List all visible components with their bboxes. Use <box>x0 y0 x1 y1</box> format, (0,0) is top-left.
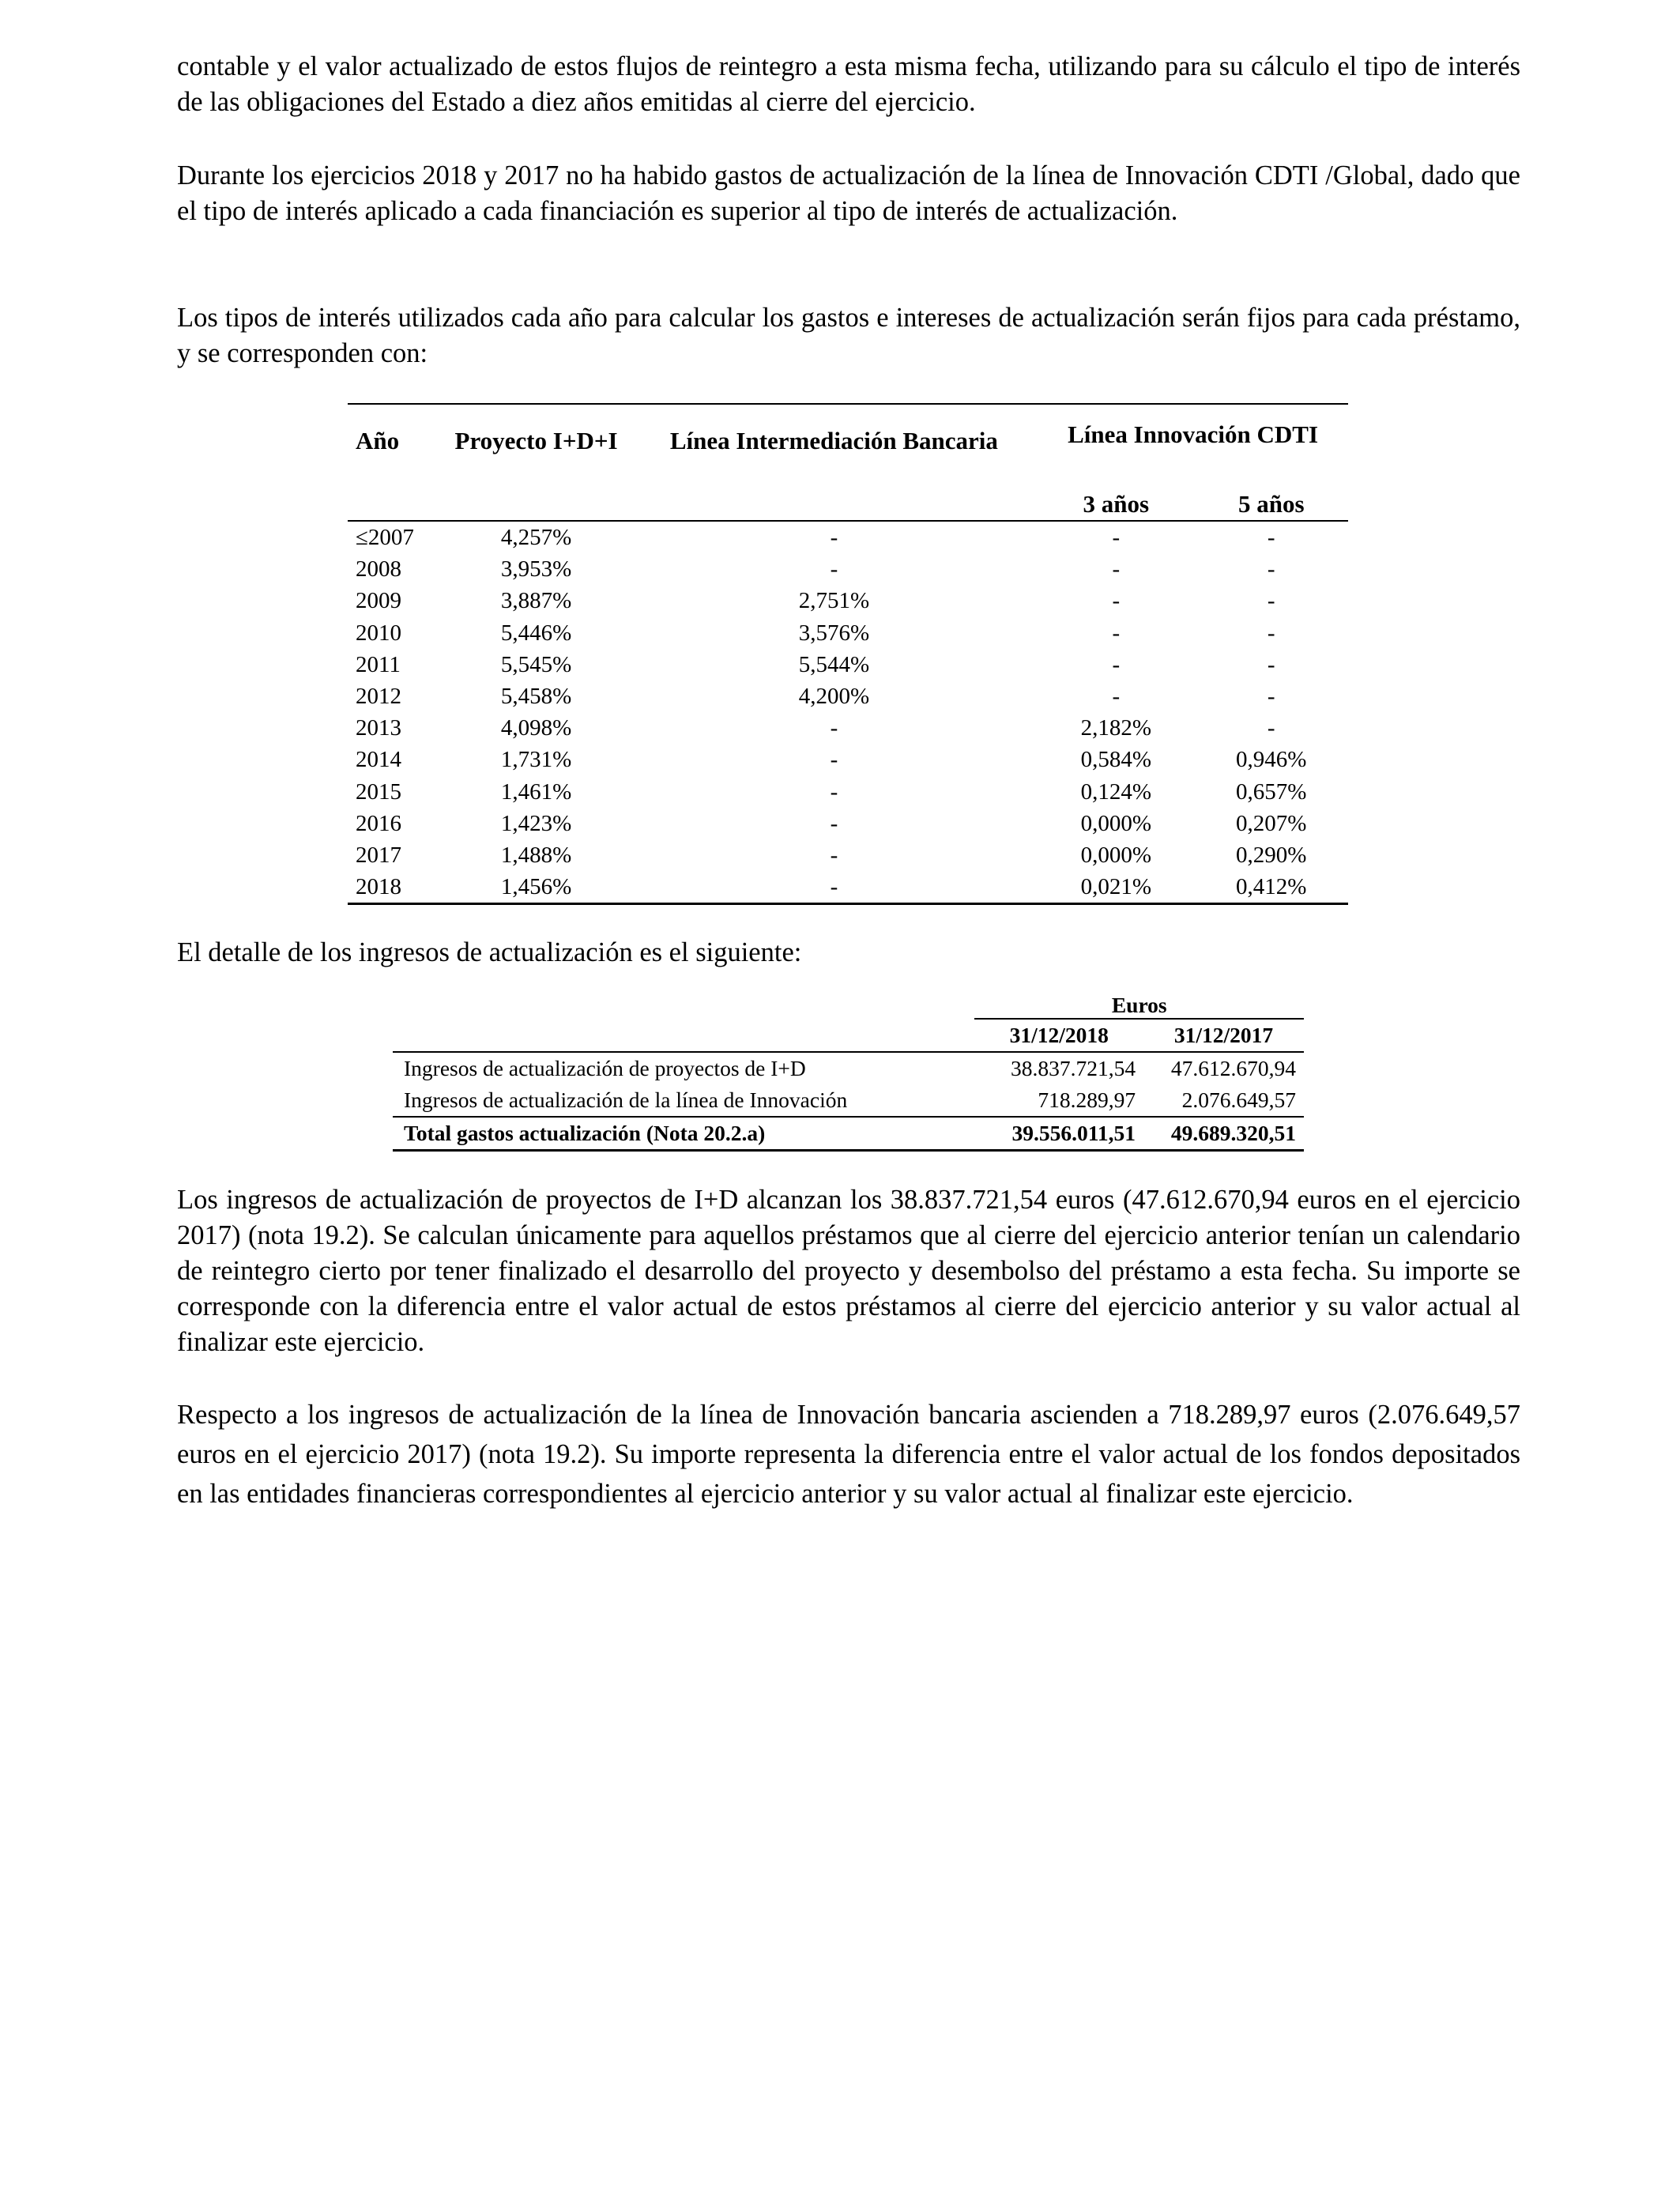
cdti-5y-cell: 0,946% <box>1236 747 1307 773</box>
project-rate-cell: 1,488% <box>500 842 572 868</box>
header-5-years: 5 años <box>1195 477 1349 521</box>
row-label: Ingresos de actualización de la línea de Innovación <box>393 1084 974 1117</box>
total-row <box>393 1117 1304 1151</box>
banking-rate-cell: 5,544% <box>798 651 870 677</box>
year-cell: 2010 <box>356 620 401 646</box>
banking-rate-cell: - <box>830 556 838 582</box>
total-label: Total gastos actualización (Nota 20.2.a) <box>393 1117 974 1151</box>
cdti-3y-cell: 0,021% <box>1038 871 1194 904</box>
paragraph-income-detail: El detalle de los ingresos de actualización es el siguiente: <box>177 937 802 967</box>
paragraph-rd-income: Los ingresos de actualización de proyectos de I+D alcanzan los 38.837.721,54 euros (47.612.670,94 euros en el ejercicio 2017) (nota 19.2). Se calculan únicamente para aquellos préstamos que al cierre del ejercicio anterior tenían un calendario de reintegro cierto por tener finalizado el desarrollo del proyecto y desembolso del préstamo a esta fecha. Su importe se corresponde con la diferencia entre el valor actual de estos préstamos al cierre del ejercicio anterior y su valor actual al finalizar este ejercicio. <box>177 1185 1520 1357</box>
interest-rates-table <box>348 403 1348 905</box>
cdti-5y-cell: - <box>1267 588 1275 614</box>
cdti-5y-cell: - <box>1267 715 1275 741</box>
project-rate-cell: 3,953% <box>500 556 572 582</box>
row-value-2018: 38.837.721,54 <box>1010 1056 1136 1080</box>
rate-row <box>348 871 1348 904</box>
project-rate-cell: 5,446% <box>500 620 572 646</box>
cdti-5y-cell: - <box>1267 525 1275 551</box>
year-cell: 2017 <box>356 842 401 868</box>
year-cell: 2011 <box>356 651 401 677</box>
rate-row <box>348 553 1348 585</box>
rate-row <box>348 617 1348 649</box>
row-label: Ingresos de actualización de proyectos de I+D <box>404 1056 806 1080</box>
year-cell: 2014 <box>356 747 401 773</box>
cdti-3y-cell: 0,000% <box>1080 842 1152 868</box>
cdti-3y-cell: 0,000% <box>1080 810 1152 836</box>
cdti-5y-cell: 0,207% <box>1236 810 1307 836</box>
date-2017-header: 31/12/2017 <box>1143 1019 1304 1052</box>
year-cell: 2013 <box>356 715 401 741</box>
banking-rate-cell: 2,751% <box>798 588 870 614</box>
project-rate-cell: 1,456% <box>442 871 630 904</box>
header-3-years: 3 años <box>1038 477 1194 521</box>
table-row <box>393 1084 1304 1117</box>
project-rate-cell: 4,098% <box>500 715 572 741</box>
cdti-3y-cell: - <box>1112 684 1121 710</box>
rate-row <box>348 712 1348 744</box>
cdti-3y-cell: - <box>1112 651 1121 677</box>
banking-rate-cell: - <box>830 747 838 773</box>
project-rate-cell: 1,461% <box>500 778 572 805</box>
cdti-5y-cell: - <box>1267 684 1275 710</box>
header-banking-line: Línea Intermediación Bancaria <box>669 427 998 454</box>
year-cell: 2008 <box>356 556 401 582</box>
cdti-5y-cell: 0,657% <box>1236 778 1307 805</box>
paragraph-intro: contable y el valor actualizado de estos flujos de reintegro a esta misma fecha, utilizando para su cálculo el tipo de interés de las obligaciones del Estado a diez años emitidas al cierre del ejercicio. <box>177 51 1520 117</box>
year-cell: 2012 <box>356 684 401 710</box>
paragraph-interest-types: Los tipos de interés utilizados cada año para calcular los gastos e intereses de actualización serán fijos para cada préstamo, y se corresponden con: <box>177 303 1520 368</box>
row-value-2018: 718.289,97 <box>974 1084 1143 1117</box>
rate-row <box>348 649 1348 680</box>
paragraph-innovation-income: Respecto a los ingresos de actualización de la línea de Innovación bancaria ascienden a 718.289,97 euros (2.076.649,57 euros en el ejercicio 2017) (nota 19.2). Su importe representa la diferencia entre el valor actual de los fondos depositados en las entidades financieras correspondientes al ejercicio anterior y su valor actual al finalizar este ejercicio. <box>177 1400 1520 1509</box>
project-rate-cell: 1,423% <box>500 810 572 836</box>
cdti-3y-cell: 0,584% <box>1080 747 1152 773</box>
rate-row <box>348 680 1348 712</box>
rate-row <box>348 585 1348 616</box>
year-cell: ≤2007 <box>356 525 414 551</box>
cdti-5y-cell: - <box>1267 651 1275 677</box>
project-rate-cell: 1,731% <box>500 747 572 773</box>
year-cell: 2009 <box>356 588 401 614</box>
banking-rate-cell: - <box>830 810 838 836</box>
banking-rate-cell: - <box>830 778 838 805</box>
project-rate-cell: 4,257% <box>500 525 572 551</box>
total-value-2018: 39.556.011,51 <box>974 1117 1143 1151</box>
cdti-5y-cell: - <box>1267 556 1275 582</box>
banking-rate-cell: - <box>830 525 838 551</box>
banking-rate-cell: - <box>830 715 838 741</box>
year-cell: 2016 <box>356 810 401 836</box>
banking-rate-cell: 4,200% <box>798 684 870 710</box>
cdti-3y-cell: - <box>1112 525 1121 551</box>
banking-rate-cell: - <box>830 842 838 868</box>
cdti-5y-cell: - <box>1267 620 1275 646</box>
banking-rate-cell: - <box>631 871 1038 904</box>
table-row <box>393 1052 1304 1084</box>
header-cdti-line: Línea Innovación CDTI <box>1068 420 1319 448</box>
row-value-2017: 2.076.649,57 <box>1143 1084 1304 1117</box>
rate-row <box>348 744 1348 775</box>
rate-row <box>348 808 1348 839</box>
income-table <box>393 988 1304 1152</box>
paragraph-cdti-global: Durante los ejercicios 2018 y 2017 no ha habido gastos de actualización de la línea de Innovación CDTI /Global, dado que el tipo de interés aplicado a cada financiación es superior al tipo de interés de actualización. <box>177 160 1520 226</box>
project-rate-cell: 5,458% <box>500 684 572 710</box>
banking-rate-cell: 3,576% <box>798 620 870 646</box>
cdti-3y-cell: - <box>1112 556 1121 582</box>
project-rate-cell: 3,887% <box>500 588 572 614</box>
cdti-5y-cell: 0,290% <box>1236 842 1307 868</box>
rate-row <box>348 776 1348 808</box>
currency-header: Euros <box>974 988 1304 1019</box>
cdti-3y-cell: - <box>1112 588 1121 614</box>
total-value-2017: 49.689.320,51 <box>1143 1117 1304 1151</box>
cdti-3y-cell: 2,182% <box>1080 715 1152 741</box>
rate-row <box>348 521 1348 553</box>
year-cell: 2015 <box>356 778 401 805</box>
project-rate-cell: 5,545% <box>500 651 572 677</box>
cdti-5y-cell: 0,412% <box>1195 871 1349 904</box>
cdti-3y-cell: - <box>1112 620 1121 646</box>
cdti-3y-cell: 0,124% <box>1080 778 1152 805</box>
rate-row <box>348 839 1348 871</box>
header-year: Año <box>356 427 400 454</box>
year-cell: 2018 <box>348 871 442 904</box>
date-2018-header: 31/12/2018 <box>974 1019 1143 1052</box>
header-project: Proyecto I+D+I <box>454 427 618 454</box>
row-value-2017: 47.612.670,94 <box>1170 1056 1296 1080</box>
